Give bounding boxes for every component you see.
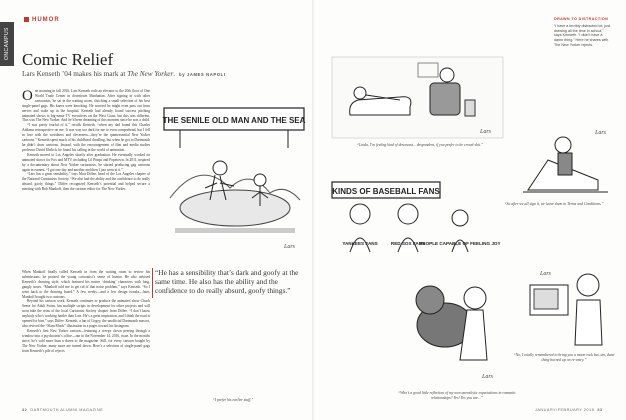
fan-label-redsox: RED SOX FANS: [390, 241, 426, 246]
caption-couch: “Linda, I’m feeling kind of downcast... despondent, if you prefer to be crowd-shit.”: [356, 143, 484, 147]
paragraph: When Mankoff finally called Kenseth in from the waiting room to review his submissions, he praised the young cartoonist’s sense of humor. He also advised Kenseth’s drawing style, which featured his native ‘drinking’ characters with long, gangly noses. “Mankoff told me to get rid of that noise problem,” says Kenseth. “So I went back to the drawing board.” A few weeks—and a few design tweaks—later, Mankoff bought two cartoons.: [22, 270, 150, 299]
sidebar: [554, 17, 612, 48]
cartoon-microwave-drawing: [520, 255, 615, 350]
paragraph: “I was pretty fearful of it,” recalls Kenseth, “when my dad found this Charles Addams retrospective on me. It was way too dark for me to even comprehend, but I fell in love with the weirdness and cleverness—they’re the quintessential New Yorker cartoons.” Kenseth spent much of his childhood doodling, but when he got to Dartmouth he didn’t draw cartoons. Instead, with the encouragement of film and media studies professor David Ehrlich, he found his calling in the world of animation.: [22, 123, 150, 152]
issue-date: JANUARY/FEBRUARY 2018: [535, 408, 595, 412]
section-label: [24, 17, 60, 23]
cartoon-old-man-sea-drawing: [160, 88, 310, 258]
publication-name: DARTMOUTH ALUMNI MAGAZINE: [30, 408, 104, 412]
page-number-left: 32: [22, 408, 28, 412]
caption-old-man: “I prefer his earlier stuff.”: [212, 398, 254, 402]
article-title: Comic Relief: [22, 50, 114, 69]
section-tab: [0, 22, 14, 66]
paragraph: “Lars has a great sensibility,” says Matt Diffee, head of the Los Angeles chapter of the National Cartoonists Society. “We also had the ability and the confidence to do really absurd, goofy things.” Diffee recognized Kenseth’s potential and helped secure a meeting with Bob Mankoff, then the cartoon editor for The New Yorker.: [22, 172, 150, 192]
cartoon-dog: [405, 270, 505, 385]
fan-label-yankees: YANKEES FANS: [342, 241, 378, 246]
caption-dog: “Who’s a good little reflection of my own unrealistic expectations in romantic relationships? Yes! Yes you are...”: [398, 391, 516, 400]
cartoon-stapler: [518, 120, 613, 200]
signature: Lars: [481, 374, 493, 380]
paragraph: [22, 89, 150, 123]
pull-quote-rule: [152, 268, 153, 298]
caption-microwave: “No, I totally remembered to bring you a moon rock but, um, dune thing burned up on re-entry.”: [513, 353, 615, 362]
article-dek: [22, 70, 226, 78]
sidebar-body: “I have a terribly distracted lot, just drawing all the time in school,” says Kenseth. “I didn’t have a damn thing.” Here he shares with The New Yorker rejects.: [554, 23, 611, 47]
drop-cap: O: [22, 88, 33, 104]
dek-publication: The New Yorker: [127, 70, 174, 78]
footer-right: [535, 408, 603, 412]
footer-left: [22, 408, 103, 412]
signature: Lars: [480, 129, 492, 135]
sign-old-man-text: THE SENILE OLD MAN AND THE SEA: [162, 116, 306, 125]
sign-baseball-text: KINDS OF BASEBALL FANS: [332, 187, 440, 196]
cartoon-stapler-drawing: [518, 120, 613, 200]
section-dot-icon: [24, 17, 29, 22]
cartoon-microwave: [520, 255, 615, 350]
section-tab-label: ONCAMPUS: [4, 27, 10, 61]
dek-prefix: Lars Kenseth ’04 makes his mark at: [22, 70, 128, 78]
paragraph: Kenseth’s first New Yorker cartoon—featuring a creepy clown peering through a window into a psychiatrist’s office—ran in the November 14, 2016, issue. In the months since, he’s sold more than a dozen to the magazine. Still, for every cartoon bought by The New Yorker, many more are turned down. Here’s a selection of single-panel gags from Kenseth’s pile of rejects.: [22, 328, 150, 353]
cartoon-old-man-sea: [160, 88, 310, 258]
paragraph: Kenseth moved to Los Angeles shortly after graduation. He eventually worked on animated shows for Fox and MTV, including Lil Pimps and Popetown. In 2011, inspired by a documentary about New Yorker cartoonists, he started producing gag cartoons again in earnest. “I got one day and another and then I just went at it.”: [22, 152, 150, 172]
fan-labels: [330, 235, 510, 275]
section-label-text: HUMOR: [32, 17, 60, 24]
article-column-2: [22, 270, 150, 353]
byline: by JAMES NAPOLI: [179, 72, 226, 77]
page-gutter: [312, 0, 314, 420]
dek-suffix: .: [173, 70, 176, 78]
cartoon-dog-drawing: [405, 270, 505, 385]
article-column-1: [22, 89, 150, 192]
paragraph: Beyond his cartoon work, Kenseth continues to produce the animated show Chuck Sense for Adult Swim, has multiple scripts in development for other projects and will soon take the reins of the local Cartoonist Society chapter from Diffee. “I don’t know anybody who’s working harder than Lars. He’s a great inspiration, and I think the road is opened for him,” says Diffee. Kenseth, a fan of Gogey, the unofficial Dartmouth mascot, also revived the “Slam Mook” illustration in a pages toward his Instagram.: [22, 299, 150, 328]
cartoon-couch: [330, 55, 505, 140]
fan-label-joy: PEOPLE CAPABLE OF FEELING JOY: [419, 241, 501, 246]
page-number-right: 33: [597, 408, 603, 412]
signature: Lars: [594, 130, 606, 136]
sidebar-title: DRAWN TO DISTRACTION: [554, 17, 609, 21]
paragraph-text: ne morning in fall 2016, Lars Kenseth rode an elevator to the 20th floor of One World Trade Center in downtown Manhattan. After signing in with other cartoonists, he sat in the waiting room, clutching a small selection of his best single-panel gags. His knees were knocking. He worried he might even pass out from nerves and wake up in the hospital. Kenseth had already found success pitching animated shows to big-name TV executives on the West Coast, but this was different. This was The New Yorker. And he’d been dreaming of this moment since he was a child.: [22, 89, 150, 123]
pull-quote: “He has a sensibility that’s dark and goofy at the same time. He also has the ability and the confidence to do really absurd, goofy things.”: [155, 268, 299, 295]
cartoon-couch-drawing: [330, 55, 505, 140]
caption-stapler: “So after we all sign it, we leave them in Terms and Conditions.”: [504, 202, 604, 206]
signature: Lars: [283, 244, 295, 250]
signature: Lars: [540, 271, 552, 277]
